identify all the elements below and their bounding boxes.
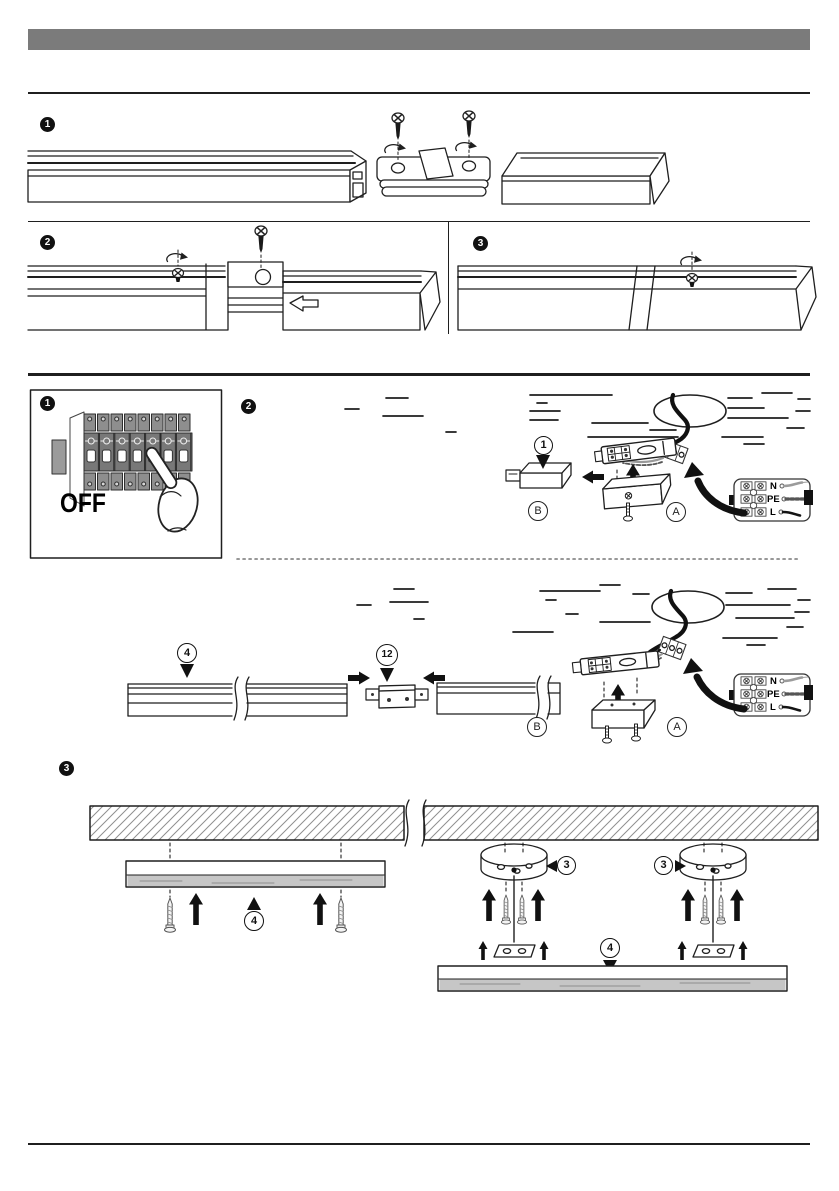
screw-icon (173, 269, 184, 283)
end-cap (506, 463, 571, 488)
screw-icon (687, 274, 698, 288)
mounting-screw-icon (165, 898, 176, 932)
push-up-arrow-icon (313, 893, 327, 925)
suspended-track (438, 966, 787, 991)
terminal-labels-top (734, 479, 810, 521)
push-up-arrow-icon (531, 889, 545, 921)
push-up-arrow-icon (681, 889, 695, 921)
terminal-label-l: L (770, 507, 776, 518)
mounting-bracket (693, 945, 734, 957)
screw-icon (255, 226, 267, 253)
step-badge-assembly-3: 3 (473, 236, 488, 251)
rotation-arrow-icon (456, 142, 477, 151)
part-label-cover-top: A (666, 502, 686, 522)
small-up-arrow-icon (540, 941, 549, 960)
part-callout-canopy-left: 3 (557, 856, 576, 875)
step2-slide-tracks-together (28, 226, 440, 330)
ceiling-mounting (90, 800, 818, 991)
part-label-endcap-bottom: B (527, 717, 547, 737)
sliding-track (283, 271, 440, 330)
part-callout-rail: 4 (177, 643, 197, 663)
ceiling-hatched (424, 806, 818, 840)
callout-pointer-icon (247, 897, 261, 910)
step-badge-assembly-1: 1 (40, 117, 55, 132)
track-piece (502, 153, 669, 204)
terminal-label-pe: PE (767, 689, 780, 700)
part-callout-track-left: 4 (244, 911, 264, 931)
mounting-screw-icon (700, 895, 709, 924)
push-up-arrow-icon (482, 889, 496, 921)
part-callout-canopy-right: 3 (654, 856, 673, 875)
part-callout-coupler: 12 (376, 644, 398, 666)
ceiling-canopy (481, 844, 547, 880)
terminal-label-pe: PE (767, 494, 780, 505)
part-label-endcap-top: B (528, 501, 548, 521)
small-up-arrow-icon (678, 941, 687, 960)
small-up-arrow-icon (739, 941, 748, 960)
terminal-labels-bottom (734, 674, 810, 716)
step-badge-install-2: 2 (241, 399, 256, 414)
track-rail-with-break (128, 677, 347, 720)
step-badge-install-1: 1 (40, 396, 55, 411)
rotation-arrow-icon (385, 144, 406, 153)
power-off-panel (31, 390, 222, 558)
screw-icon (463, 111, 475, 138)
ceiling-hatched (90, 806, 404, 840)
callout-pointer-icon (380, 668, 394, 682)
cable-terminal-block (658, 636, 686, 659)
ceiling-hole (654, 395, 726, 427)
part-callout-connector: 1 (534, 436, 553, 455)
suspension-rod (514, 876, 713, 942)
breaker-off-label: OFF (60, 488, 106, 518)
track-connector-plate (377, 148, 490, 196)
push-up-arrow-icon (189, 893, 203, 925)
break-mark (405, 800, 426, 846)
ceiling-canopy (680, 844, 746, 880)
mounting-bracket (494, 945, 535, 957)
step3-tighten-joint (458, 252, 816, 330)
rotation-arrow-icon (167, 253, 188, 262)
mounting-screw-icon (517, 895, 526, 924)
ceiling-hole (652, 591, 724, 623)
mounting-screw-icon (501, 895, 510, 924)
small-up-arrow-icon (479, 941, 488, 960)
step1-track-and-connector (28, 111, 669, 204)
terminal-label-n: N (770, 676, 777, 687)
center-feed-connector (572, 651, 659, 676)
screw-icon (392, 113, 404, 140)
connector-cover (602, 474, 672, 509)
terminal-label-l: L (770, 702, 776, 713)
push-up-arrow-icon (730, 889, 744, 921)
surface-mounted-track (126, 861, 385, 887)
callout-pointer-icon (546, 860, 557, 872)
terminal-label-n: N (770, 481, 777, 492)
callout-pointer-icon (180, 664, 194, 678)
slide-left-arrow-icon (582, 471, 604, 484)
mounting-screw-icon (336, 898, 347, 932)
step-badge-install-3: 3 (59, 761, 74, 776)
part-label-cover-bottom: A (667, 717, 687, 737)
ceiling-surface-marks (345, 393, 810, 444)
track-coupler (366, 685, 428, 708)
slide-right-arrow-icon (348, 672, 370, 685)
rotation-arrow-icon (681, 256, 702, 265)
track-rail-right (437, 676, 560, 719)
wiring-center-feed (128, 585, 813, 743)
connector-cover (592, 700, 655, 728)
part-callout-track-bottom: 4 (600, 938, 620, 958)
ceiling-surface-marks (357, 585, 810, 645)
mounting-screw-icon (716, 895, 725, 924)
step-badge-assembly-2: 2 (40, 235, 55, 250)
